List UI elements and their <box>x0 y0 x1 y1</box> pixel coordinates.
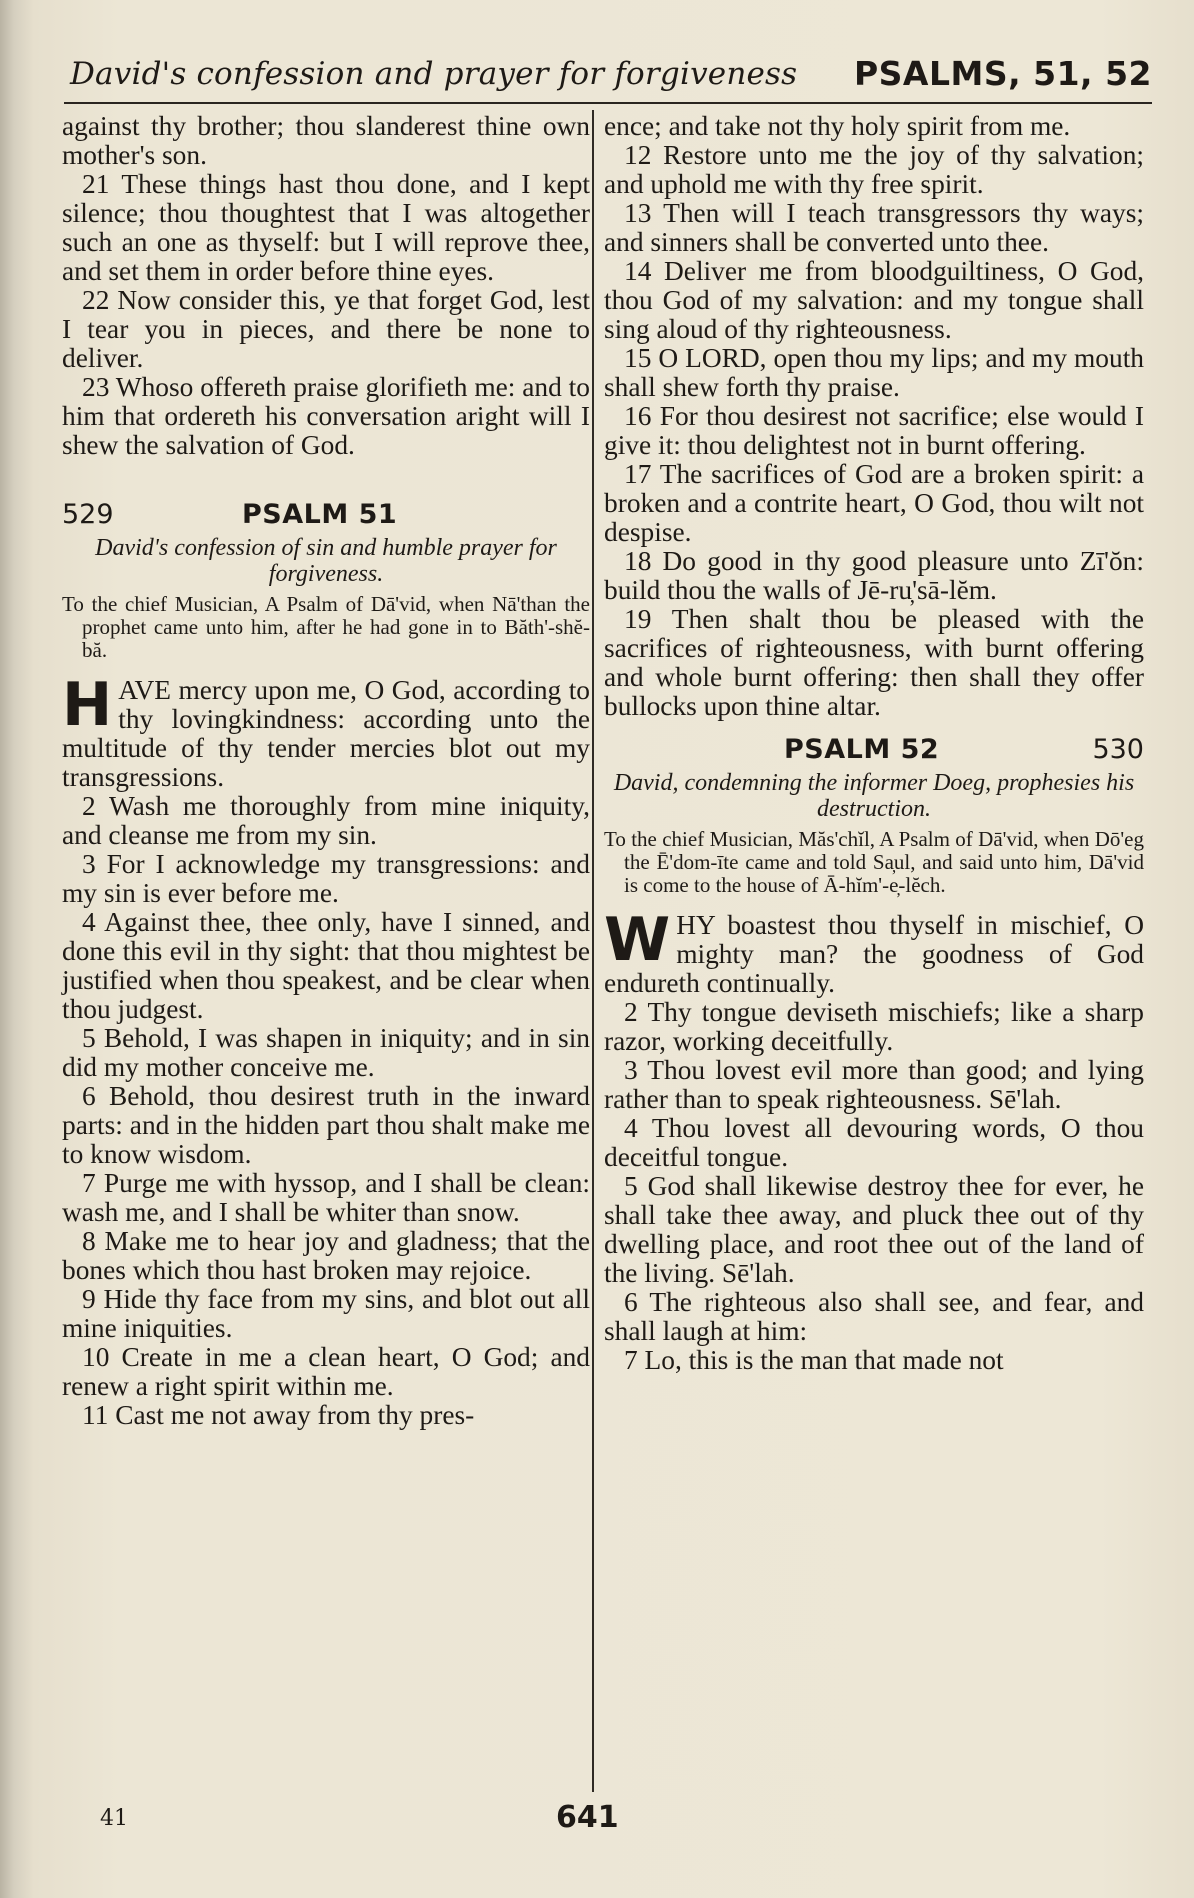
verse-51-16: 16 For thou desirest not sacrifice; else would I give it: thou delightest not in burnt offering. <box>604 401 1144 460</box>
column-rule <box>592 110 594 1792</box>
verse-50-22: 22 Now consider this, ye that forget God, lest I tear you in pieces, and there be none to deliver. <box>62 285 590 373</box>
page-number: 641 <box>556 1800 619 1835</box>
book-chapter-reference: PSALMS, 51, 52 <box>853 54 1152 93</box>
psalm-52-summary: David, condemning the informer Doeg, prophesies his destruction. <box>613 770 1135 822</box>
psalm-51-page-ref: 529 <box>62 499 114 530</box>
signature-mark: 41 <box>100 1806 128 1831</box>
verse-51-15: 15 O LORD, open thou my lips; and my mouth shall shew forth thy praise. <box>604 343 1144 402</box>
verse-52-7: 7 Lo, this is the man that made not <box>624 1345 1004 1375</box>
verse-continuation: against thy brother; thou slanderest thine own mother's son. <box>62 111 590 170</box>
header-rule <box>64 102 1152 104</box>
verse-51-19: 19 Then shalt thou be pleased with the sacrifices of righteousness, with burnt offering and whole burnt offering: then shall they offer bullocks upon thine altar. <box>604 604 1144 721</box>
verse-51-10: 10 Create in me a clean heart, O God; and renew a right spirit within me. <box>62 1342 590 1401</box>
verse-51-9: 9 Hide thy face from my sins, and blot out all mine iniquities. <box>62 1284 590 1343</box>
verse-51-1-text: AVE mercy upon me, O God, according to thy lovingkindness: according unto the multitude of thy tender mercies blot out my transgressions. <box>62 675 590 792</box>
verse-51-3: 3 For I acknowledge my transgressions: and my sin is ever before me. <box>62 849 590 908</box>
left-column <box>62 112 590 1430</box>
verse-51-8: 8 Make me to hear joy and gladness; that the bones which thou hast broken may rejoice. <box>62 1226 590 1285</box>
psalm-51-heading <box>62 500 590 529</box>
verse-51-11: 11 Cast me not away from thy pres- <box>82 1400 475 1430</box>
verse-50-23: 23 Whoso offereth praise glorifieth me: and to him that ordereth his conversation aright will I shew the salvation of God. <box>62 372 590 460</box>
verse-51-1 <box>62 670 590 792</box>
verse-51-18: 18 Do good in thy good pleasure unto Zī'ŏn: build thou the walls of Jē-ru̦'sā-lĕm. <box>604 546 1144 605</box>
verse-51-14: 14 Deliver me from bloodguiltiness, O God, thou God of my salvation: and my tongue shall sing aloud of thy righteousness. <box>604 256 1144 344</box>
verse-51-5: 5 Behold, I was shapen in iniquity; and in sin did my mother conceive me. <box>62 1023 590 1082</box>
psalm-51-summary: David's confession of sin and humble prayer for forgiveness. <box>95 535 557 587</box>
verse-51-11-continuation: ence; and take not thy holy spirit from me. <box>604 111 1071 141</box>
psalm-52-page-ref: 530 <box>1092 734 1144 765</box>
verse-52-4: 4 Thou lovest all devouring words, O thou deceitful tongue. <box>604 1113 1144 1172</box>
verse-52-5: 5 God shall likewise destroy thee for ever, he shall take thee away, and pluck thee out of thy dwelling place, and root thee out of the land of the living. Sē'lah. <box>604 1171 1144 1288</box>
verse-51-6: 6 Behold, thou desirest truth in the inward parts: and in the hidden part thou shalt make me to know wisdom. <box>62 1081 590 1169</box>
psalm-51-superscription: To the chief Musician, A Psalm of Dā'vid, when Nā'than the prophet came unto him, after he had gone in to Băth'-shĕ-bă. <box>62 592 590 662</box>
drop-cap-w: W <box>604 905 671 975</box>
psalm-52-title: PSALM 52 <box>784 734 940 765</box>
verse-52-2: 2 Thy tongue deviseth mischiefs; like a sharp razor, working deceitfully. <box>604 997 1144 1056</box>
verse-51-7: 7 Purge me with hyssop, and I shall be clean: wash me, and I shall be whiter than snow. <box>62 1168 590 1227</box>
verse-52-1-text: HY boastest thou thyself in mischief, O mighty man? the goodness of God endureth continually. <box>604 910 1144 998</box>
psalm-52-heading <box>604 735 1144 764</box>
verse-51-4: 4 Against thee, thee only, have I sinned, and done this evil in thy sight: that thou mightest be justified when thou speakest, and be clear when thou judgest. <box>62 907 590 1024</box>
verse-51-17: 17 The sacrifices of God are a broken spirit: a broken and a contrite heart, O God, thou wilt not despise. <box>604 459 1144 547</box>
verse-52-6: 6 The righteous also shall see, and fear, and shall laugh at him: <box>604 1287 1144 1346</box>
drop-cap-h: H <box>62 670 113 740</box>
verse-51-2: 2 Wash me thoroughly from mine iniquity, and cleanse me from my sin. <box>62 791 590 850</box>
verse-52-3: 3 Thou lovest evil more than good; and lying rather than to speak righteousness. Sē'lah. <box>604 1055 1144 1114</box>
verse-51-12: 12 Restore unto me the joy of thy salvation; and uphold me with thy free spirit. <box>604 140 1144 199</box>
page-header <box>64 50 1152 98</box>
psalm-51-title: PSALM 51 <box>242 499 398 530</box>
psalm-52-superscription: To the chief Musician, Măs'chĭl, A Psalm of Dā'vid, when Dō'eg the Ē'dom-īte came and told Sa̦ul, and said unto him, Dā'vid is come to the house of Ā-hĭm'-e̦-lĕch. <box>604 827 1144 897</box>
verse-50-21: 21 These things hast thou done, and I kept silence; thou thoughtest that I was altogether such an one as thyself: but I will reprove thee, and set them in order before thine eyes. <box>62 169 590 286</box>
verse-52-1 <box>604 905 1144 998</box>
right-column <box>604 112 1144 1375</box>
verse-51-13: 13 Then will I teach transgressors thy ways; and sinners shall be converted unto thee. <box>604 198 1144 257</box>
running-title: David's confession and prayer for forgiveness <box>70 56 798 92</box>
